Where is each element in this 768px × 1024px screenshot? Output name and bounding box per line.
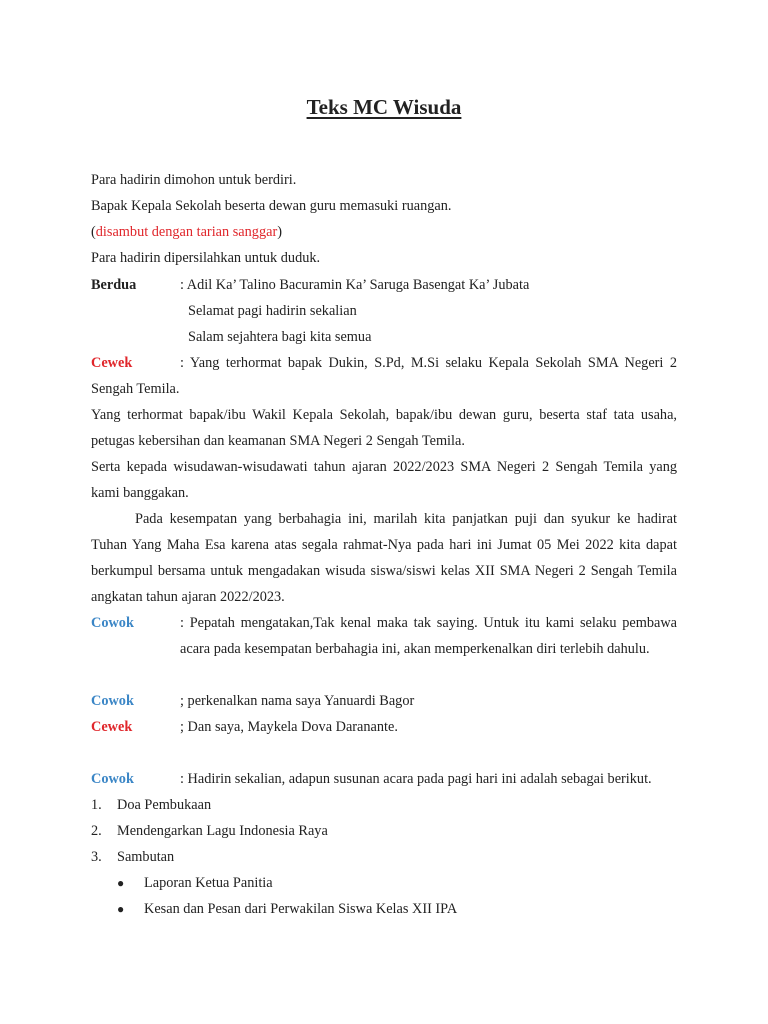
berdua-line-3: Salam sejahtera bagi kita semua <box>188 329 372 345</box>
cowok-label-2: Cowok <box>91 693 134 709</box>
list-number-1: 1. <box>91 797 102 813</box>
list-number-3: 3. <box>91 849 102 865</box>
intro-line-3: Para hadirin dipersilahkan untuk duduk. <box>91 250 321 266</box>
intro-line-1: Para hadirin dimohon untuk berdiri. <box>91 172 297 188</box>
paren-open: ( <box>91 224 96 240</box>
cowok-label-1: Cowok <box>91 615 134 631</box>
paragraph-kesempatan: Pada kesempatan yang berbahagia ini, marilah kita panjatkan puji dan syukur ke hadirat Tuhan Yang Maha Esa karena atas segala rahmat-Nya pada hari ini Jumat 05 Mei 2022 kita dapat berkumpul bersama untuk mengadakan wisuda siswa/siswi kelas XII SMA Negeri 2 Sengah Temila angkatan tahun ajaran 2022/2023. <box>91 511 677 605</box>
bullet-item-1: Laporan Ketua Panitia <box>144 875 273 891</box>
cewek-label: Cewek <box>91 355 133 371</box>
berdua-line-2: Selamat pagi hadirin sekalian <box>188 303 357 319</box>
red-note: disambut dengan tarian sanggar <box>95 224 278 240</box>
cowok-label-3: Cowok <box>91 771 134 787</box>
intro-line-2: Bapak Kepala Sekolah beserta dewan guru memasuki ruangan. <box>91 198 452 214</box>
document-title: Teks MC Wisuda <box>306 95 462 119</box>
berdua-line-1: : Adil Ka’ Talino Bacuramin Ka’ Saruga Basengat Ka’ Jubata <box>180 277 530 293</box>
berdua-label: Berdua <box>91 277 137 293</box>
list-item-3: Sambutan <box>117 849 175 865</box>
paragraph-staff: Yang terhormat bapak/ibu Wakil Kepala Sekolah, bapak/ibu dewan guru, beserta staf tata usaha, petugas kebersihan dan keamanan SMA Negeri 2 Sengah Temila. <box>91 407 677 449</box>
cowok-paragraph-1: : Pepatah mengatakan,Tak kenal maka tak saying. Untuk itu kami selaku pembawa acara pada kesempatan berbahagia ini, akan memperkenalkan diri terlebih dahulu. <box>180 615 677 657</box>
bullet-icon: ● <box>117 902 125 916</box>
stage-direction <box>91 223 282 241</box>
paren-close: ) <box>277 224 282 240</box>
paragraph-wisudawan: Serta kepada wisudawan-wisudawati tahun ajaran 2022/2023 SMA Negeri 2 Sengah Temila yang kami banggakan. <box>91 459 677 501</box>
cewek-paragraph-1: : Yang terhormat bapak Dukin, S.Pd, M.Si selaku Kepala Sekolah SMA Negeri 2 Sengah Temila. <box>91 355 677 397</box>
cewek-label-2: Cewek <box>91 719 133 735</box>
cowok-line-2: ; perkenalkan nama saya Yanuardi Bagor <box>180 693 415 709</box>
bullet-item-2: Kesan dan Pesan dari Perwakilan Siswa Kelas XII IPA <box>144 901 458 917</box>
list-item-1: Doa Pembukaan <box>117 797 212 813</box>
cowok-line-3: : Hadirin sekalian, adapun susunan acara pada pagi hari ini adalah sebagai berikut. <box>180 771 652 787</box>
list-number-2: 2. <box>91 823 102 839</box>
cewek-line-2: ; Dan saya, Maykela Dova Daranante. <box>180 719 398 735</box>
list-item-2: Mendengarkan Lagu Indonesia Raya <box>117 823 328 839</box>
bullet-icon: ● <box>117 876 125 890</box>
